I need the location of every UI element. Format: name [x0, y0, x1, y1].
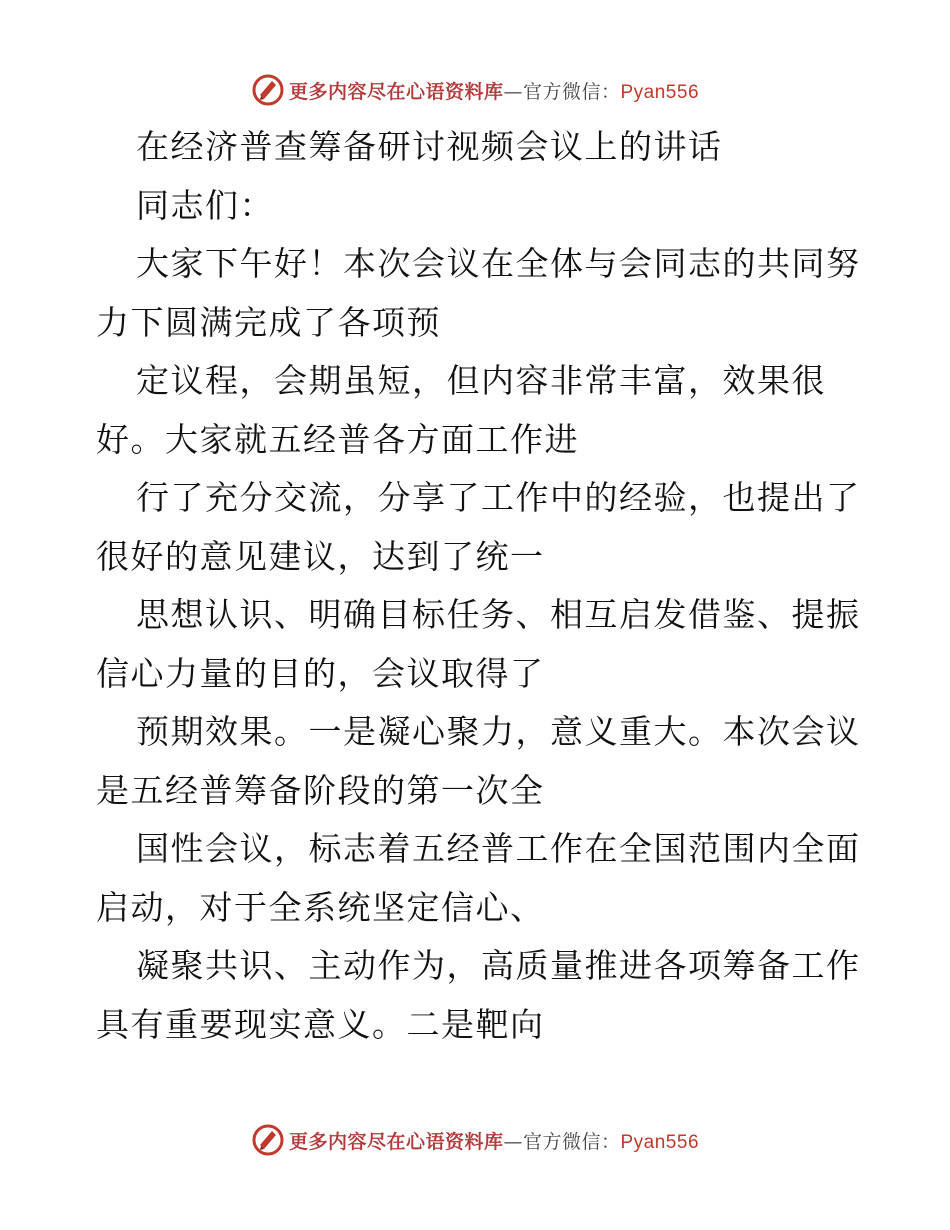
- text-line: 信心力量的目的，会议取得了: [96, 653, 545, 693]
- text-line: 很好的意见建议，达到了统一: [96, 536, 545, 576]
- salutation: 同志们：: [136, 185, 274, 225]
- banner-label: 官方微信：: [522, 80, 621, 103]
- text-line: 预期效果。一是凝心聚力，意义重大。本次会议: [136, 712, 861, 751]
- text-line: 国性会议，标志着五经普工作在全国范围内全面: [136, 829, 861, 868]
- document-title: 在经济普查筹备研讨视频会议上的讲话: [136, 127, 723, 166]
- text-line: 是五经普筹备阶段的第一次全: [96, 770, 545, 810]
- text-line: 大家下午好！本次会议在全体与会同志的共同努: [136, 244, 861, 283]
- banner-separator: —: [503, 1130, 523, 1153]
- banner-wechat-id: Pyan556: [620, 1131, 700, 1153]
- text-line: 凝聚共识、主动作为，高质量推进各项筹备工作: [136, 946, 861, 985]
- header-banner: [0, 70, 950, 110]
- logo-icon: [251, 1123, 285, 1157]
- banner-wechat-id: Pyan556: [620, 81, 700, 103]
- document-body: [96, 118, 861, 1054]
- text-line: 具有重要现实意义。二是靶向: [96, 1004, 545, 1044]
- logo-icon: [251, 73, 285, 107]
- banner-main-text: 更多内容尽在心语资料库: [288, 80, 504, 103]
- banner-separator: —: [503, 80, 523, 103]
- footer-banner: [0, 1120, 950, 1160]
- text-line: 力下圆满完成了各项预: [96, 302, 441, 342]
- banner-text: [289, 1127, 699, 1154]
- banner-label: 官方微信：: [522, 1130, 621, 1153]
- text-line: 思想认识、明确目标任务、相互启发借鉴、提振: [136, 595, 861, 634]
- text-line: 启动，对于全系统坚定信心、: [96, 887, 545, 927]
- text-line: 好。大家就五经普各方面工作进: [96, 419, 579, 459]
- banner-main-text: 更多内容尽在心语资料库: [288, 1130, 504, 1153]
- banner-text: [289, 77, 699, 104]
- text-line: 定议程，会期虽短，但内容非常丰富，效果很: [136, 361, 826, 400]
- text-line: 行了充分交流，分享了工作中的经验，也提出了: [136, 478, 861, 517]
